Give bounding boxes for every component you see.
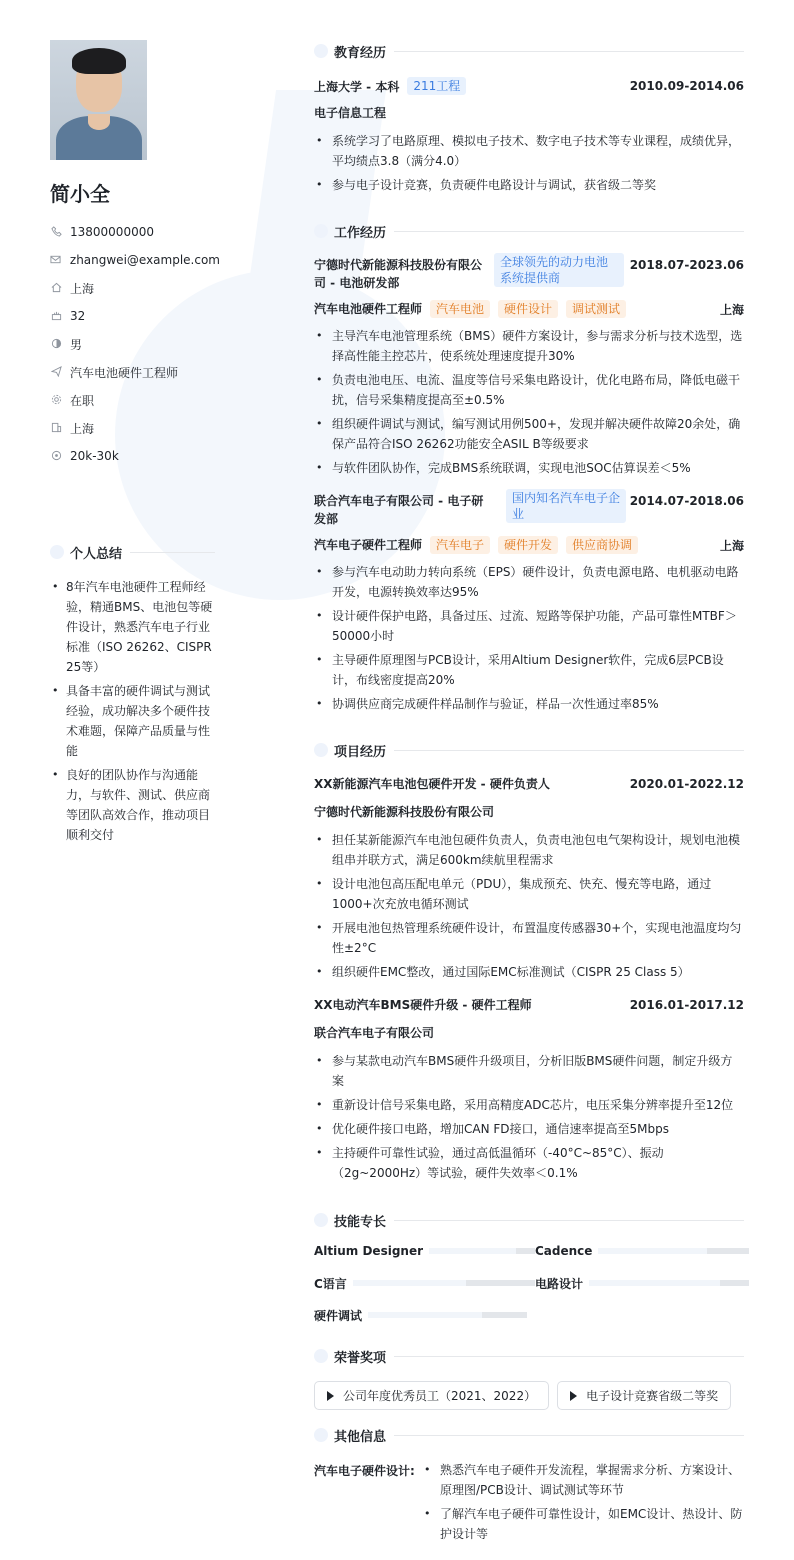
list-item: • 担任某新能源汽车电池包硬件负责人，负责电池包电气架构设计，规划电池模组串并联方式，满足600km续航里程需求 [314, 830, 744, 870]
section-title-projects: 项目经历 [314, 739, 744, 761]
info-text: 男 [70, 337, 83, 352]
award-text: 公司年度优秀员工（2021、2022） [343, 1389, 537, 1403]
project-name: XX新能源汽车电池包硬件开发 - 硬件负责人 [314, 777, 550, 791]
project-duties [314, 830, 744, 982]
skill-tag: 调试测试 [566, 300, 626, 318]
project-org: 宁德时代新能源科技股份有限公司 [314, 805, 495, 819]
avatar [50, 40, 147, 160]
skill-level [466, 1280, 535, 1286]
building-icon [50, 422, 62, 434]
section-title-skills: 技能专长 [314, 1209, 744, 1231]
section-title-education: 教育经历 [314, 40, 744, 62]
info-age [50, 302, 220, 330]
email-icon [50, 254, 62, 266]
list-item: • 设计电池包高压配电单元（PDU），集成预充、快充、慢充等电路，通过1000+次充放电循环测试 [314, 874, 744, 914]
school-tag: 211工程 [407, 77, 466, 95]
company-tag: 全球领先的动力电池系统提供商 [494, 253, 624, 287]
skill-level [482, 1312, 527, 1318]
skill-tag: 供应商协调 [566, 536, 638, 554]
skill-tag: 汽车电池 [430, 300, 490, 318]
age-icon [50, 310, 62, 322]
home-icon [50, 282, 62, 294]
other-list [422, 1460, 744, 1544]
info-city [50, 414, 220, 442]
candidate-name: 简小全 [50, 182, 110, 206]
play-icon [570, 1391, 577, 1401]
company-tag: 国内知名汽车电子企业 [506, 489, 626, 523]
list-item: • 了解汽车电子硬件可靠性设计，如EMC设计、热设计、防护设计等 [422, 1504, 744, 1544]
school-name: 上海大学 - 本科 [314, 79, 400, 94]
section-title: 个人总结 [50, 541, 215, 563]
skill-name: Altium Designer [314, 1244, 424, 1258]
list-item: • 主导汽车电池管理系统（BMS）硬件方案设计，参与需求分析与技术选型，选择高性能主控芯片，使系统处理速度提升30% [314, 326, 744, 366]
list-item: • 开展电池包热管理系统硬件设计，布置温度传感器30+个，实现电池温度均匀性±2°C [314, 918, 744, 958]
skill-name: 硬件调试 [314, 1308, 363, 1323]
other-info [314, 1460, 744, 1544]
section-title-awards: 荣誉奖项 [314, 1345, 744, 1367]
summary-item: • 良好的团队协作与沟通能力，与软件、测试、供应商等团队高效合作，推动项目顺利交付 [50, 765, 215, 845]
info-text: 上海 [70, 421, 95, 436]
info-text: 汽车电池硬件工程师 [70, 365, 179, 380]
list-item: • 与软件团队协作，完成BMS系统联调，实现电池SOC估算误差＜5% [314, 458, 744, 478]
skill-bar [353, 1280, 535, 1286]
job-city: 上海 [719, 302, 744, 317]
job-date: 2014.07-2018.06 [629, 494, 744, 508]
skill-item [314, 1243, 535, 1259]
job-entry [314, 492, 744, 714]
other-label: 汽车电子硬件设计: [314, 1464, 415, 1478]
section-dot-icon [314, 1349, 328, 1363]
contact-info [50, 218, 220, 470]
project-header [314, 996, 744, 1014]
list-item: • 主导硬件原理图与PCB设计，采用Altium Designer软件，完成6层PCB设计，布线密度提高20% [314, 650, 744, 690]
project-date: 2016.01-2017.12 [629, 998, 744, 1012]
list-item: • 系统学习了电路原理、模拟电子技术、数字电子技术等专业课程，成绩优异，平均绩点3.8（满分4.0） [314, 131, 744, 171]
awards-list [314, 1381, 744, 1410]
skill-bar [598, 1248, 749, 1254]
company-name: 联合汽车电子有限公司 - 电子研发部 [314, 494, 484, 526]
info-position [50, 358, 220, 386]
award-text: 电子设计竞赛省级二等奖 [586, 1389, 719, 1403]
list-item: • 参与某款电动汽车BMS硬件升级项目，分析旧版BMS硬件问题，制定升级方案 [314, 1051, 744, 1091]
skill-bar [368, 1312, 527, 1318]
list-item: • 主持硬件可靠性试验，通过高低温循环（-40°C~85°C）、振动（2g~2000Hz）等试验，硬件失效率＜0.1% [314, 1143, 744, 1183]
project-entry [314, 996, 744, 1183]
send-icon [50, 366, 62, 378]
project-org: 联合汽车电子有限公司 [314, 1026, 435, 1040]
skill-name: C语言 [314, 1276, 347, 1291]
job-header [314, 492, 744, 528]
info-phone [50, 218, 220, 246]
job-date: 2018.07-2023.06 [629, 258, 744, 272]
company-name: 宁德时代新能源科技股份有限公司 - 电池研发部 [314, 258, 483, 290]
summary-section [50, 541, 215, 845]
education-header [314, 76, 744, 96]
job-duties [314, 326, 744, 478]
project-duties [314, 1051, 744, 1183]
list-item: • 重新设计信号采集电路，采用高精度ADC芯片，电压采集分辨率提升至12位 [314, 1095, 744, 1115]
skill-level [720, 1280, 749, 1286]
job-entry [314, 256, 744, 478]
info-text: 32 [70, 309, 86, 323]
skill-tag: 硬件设计 [498, 300, 558, 318]
education-list [314, 131, 744, 195]
info-text: 20k-30k [70, 449, 119, 463]
info-salary [50, 442, 220, 470]
list-item: • 协调供应商完成硬件样品制作与验证，样品一次性通过率85% [314, 694, 744, 714]
section-dot-icon [314, 44, 328, 58]
section-dot-icon [314, 743, 328, 757]
skill-name: Cadence [535, 1244, 593, 1258]
summary-item: • 具备丰富的硬件调试与测试经验，成功解决多个硬件技术难题，保障产品质量与性能 [50, 681, 215, 761]
list-item: • 参与电子设计竞赛，负责硬件电路设计与调试，获省级二等奖 [314, 175, 744, 195]
list-item: • 设计硬件保护电路，具备过压、过流、短路等保护功能，产品可靠性MTBF＞50000小时 [314, 606, 744, 646]
left-column [50, 40, 220, 470]
info-gender [50, 330, 220, 358]
play-icon [327, 1391, 334, 1401]
info-text: zhangwei@example.com [69, 253, 220, 267]
section-dot-icon [50, 545, 64, 559]
skill-item [314, 1307, 527, 1323]
skill-item [535, 1275, 749, 1291]
award-item [557, 1381, 731, 1410]
list-item: • 熟悉汽车电子硬件开发流程，掌握需求分析、方案设计、原理图/PCB设计、调试测试等环节 [422, 1460, 744, 1500]
skill-name: 电路设计 [535, 1276, 584, 1291]
section-title-work: 工作经历 [314, 220, 744, 242]
section-title-other: 其他信息 [314, 1424, 744, 1446]
phone-icon [50, 226, 62, 238]
info-text: 13800000000 [70, 225, 154, 239]
skills-grid [314, 1243, 744, 1323]
salary-icon [50, 450, 62, 462]
skill-bar [589, 1280, 749, 1286]
list-item: • 优化硬件接口电路，增加CAN FD接口，通信速率提高至5Mbps [314, 1119, 744, 1139]
project-name: XX电动汽车BMS硬件升级 - 硬件工程师 [314, 998, 532, 1012]
list-item: • 组织硬件调试与测试，编写测试用例500+，发现并解决硬件故障20余处，确保产品符合ISO 26262功能安全ASIL B等级要求 [314, 414, 744, 454]
job-city: 上海 [719, 538, 744, 553]
gender-icon [50, 338, 62, 350]
skill-level [516, 1248, 535, 1254]
section-dot-icon [314, 1428, 328, 1442]
award-item [314, 1381, 549, 1410]
project-date: 2020.01-2022.12 [629, 777, 744, 791]
list-item: • 参与汽车电动助力转向系统（EPS）硬件设计，负责电源电路、电机驱动电路开发，电源转换效率达95% [314, 562, 744, 602]
info-email [50, 246, 220, 274]
skill-item [535, 1243, 749, 1259]
project-entry [314, 775, 744, 982]
section-dot-icon [314, 1213, 328, 1227]
info-text: 在职 [70, 393, 95, 408]
skill-tag: 硬件开发 [498, 536, 558, 554]
skill-level [707, 1248, 749, 1254]
skill-tag: 汽车电子 [430, 536, 490, 554]
info-text: 上海 [70, 281, 95, 296]
major: 电子信息工程 [314, 106, 387, 120]
job-role: 汽车电子硬件工程师 [314, 538, 423, 552]
section-dot-icon [314, 224, 328, 238]
job-header [314, 256, 744, 292]
list-item: • 负责电池电压、电流、温度等信号采集电路设计，优化电路布局，降低电磁干扰，信号采集精度提高至±0.5% [314, 370, 744, 410]
info-status [50, 386, 220, 414]
job-role: 汽车电池硬件工程师 [314, 302, 423, 316]
right-column [314, 40, 744, 1544]
project-header [314, 775, 744, 793]
info-home [50, 274, 220, 302]
skill-item [314, 1275, 535, 1291]
summary-item: • 8年汽车电池硬件工程师经验，精通BMS、电池包等硬件设计，熟悉汽车电子行业标准（ISO 26262、CISPR 25等） [50, 577, 215, 677]
skill-bar [429, 1248, 535, 1254]
education-date: 2010.09-2014.06 [629, 79, 744, 93]
gear-icon [50, 394, 62, 406]
list-item: • 组织硬件EMC整改，通过国际EMC标准测试（CISPR 25 Class 5） [314, 962, 744, 982]
job-duties [314, 562, 744, 714]
role-row [314, 536, 744, 554]
role-row [314, 300, 744, 318]
